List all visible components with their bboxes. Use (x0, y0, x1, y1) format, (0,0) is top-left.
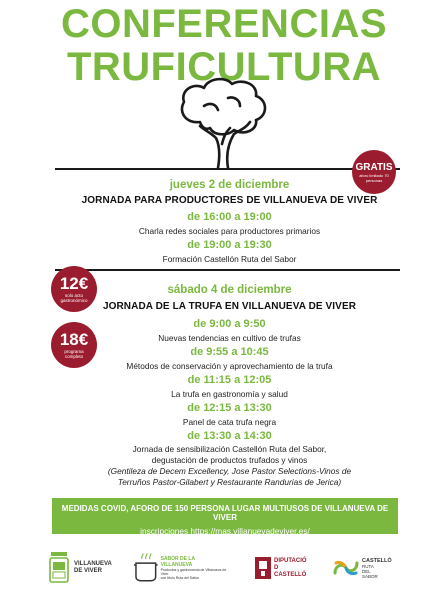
villanueva-logo-line2: DE VIVER (74, 568, 103, 574)
day1-item1-time: de 16:00 a 19:00 (187, 211, 272, 223)
covid-notice: MEDIDAS COVID, AFORO DE 150 PERSONA LUGAR MULTIUSOS DE VILLANUEVA DE VIVER (61, 504, 389, 522)
diputacio-emblem-icon (255, 557, 271, 579)
day1-item2-desc: Formación Castellón Ruta del Sabor (162, 254, 297, 264)
gratis-label: GRATIS (355, 161, 393, 173)
diputacio-line3: CASTELLÓ (274, 571, 307, 578)
diputacio-logo (255, 548, 325, 588)
day1-heading: JORNADA PARA PRODUCTORES DE VILLANUEVA DE VIVER (81, 195, 378, 206)
price-18-label: 18€ (59, 330, 89, 349)
day2-item5-note2: Terruños Pastor-Gilabert y Restaurante Randurias de Jerica) (117, 477, 342, 487)
covid-banner (52, 498, 398, 534)
sabor-villanueva-logo (134, 548, 234, 588)
diputacio-line2: D (274, 564, 279, 571)
page-title-line1: CONFERENCIAS (60, 2, 388, 46)
registration-link[interactable]: inscripciones https://mas.villanuevadeviver.es/ (140, 526, 310, 536)
price-18-note: programa completo (64, 349, 84, 359)
divider-middle (55, 269, 400, 271)
day2-item4-desc: Panel de cata trufa negra (182, 417, 277, 427)
castello-ruta-logo-icon (333, 559, 359, 577)
castello-line2: RUTA (362, 563, 374, 569)
day2-item2-time: de 9:55 a 10:45 (190, 346, 269, 358)
sabor-logo-line3: Productos y gastronomía de Villanueva de Viver (160, 568, 227, 576)
day2-item5-desc2: degustación de productos trufados y vinos (151, 455, 308, 465)
day2-item4-time: de 12:15 a 13:30 (187, 402, 272, 414)
day2-item2-desc: Métodos de conservación y aprovechamiento de la trufa (126, 361, 333, 371)
castello-line4: SABOR (362, 573, 378, 579)
day1-item2-time: de 19:00 a 19:30 (187, 239, 272, 251)
villanueva-logo-line1: VILLANUEVA (74, 561, 112, 567)
price-12-label: 12€ (59, 274, 89, 293)
castello-ruta-logo (333, 548, 403, 588)
sabor-logo-line4: con título Ruta del Sabor (160, 576, 200, 580)
sabor-logo-line1: SABOR DE LA (160, 556, 196, 562)
day2-item5-time: de 13:30 a 14:30 (187, 430, 272, 442)
day2-heading: JORNADA DE LA TRUFA EN VILLANUEVA DE VIVER (102, 301, 357, 312)
diputacio-line1: DIPUTACIÓ (274, 557, 307, 564)
divider-top (55, 168, 400, 170)
sabor-logo-line2: VILLANUEVA (160, 562, 193, 568)
day2-item1-time: de 9:00 a 9:50 (193, 318, 266, 330)
villanueva-crest-icon (48, 551, 70, 585)
cooking-pot-icon (134, 553, 158, 583)
tree-icon (168, 76, 278, 172)
price-12-note: solo acto gastronómico (60, 293, 88, 303)
gratis-note: aforo limitado 70 personas (359, 172, 389, 183)
day1-item1-desc: Charla redes sociales para productores primarios (138, 226, 321, 236)
day1-date: jueves 2 de diciembre (169, 179, 290, 191)
day2-item5-note1: (Gentileza de Decem Excellency, Jose Pastor Selections-Vinos de (107, 466, 352, 476)
day2-item3-desc: La trufa en gastronomía y salud (171, 389, 288, 399)
page-title-line2: TRUFICULTURA (66, 45, 382, 89)
castello-line3: DEL (362, 568, 371, 574)
villanueva-logo (48, 548, 128, 588)
day2-item3-time: de 11:15 a 12:05 (187, 374, 272, 386)
day2-item1-desc: Nuevas tendencias en cultivo de trufas (158, 333, 301, 343)
day2-date: sábado 4 de diciembre (167, 284, 292, 296)
castello-line1: CASTELLÓ (362, 557, 392, 564)
day2-item5-desc: Jornada de sensibilización Castellón Ruta del Sabor, (132, 444, 327, 454)
